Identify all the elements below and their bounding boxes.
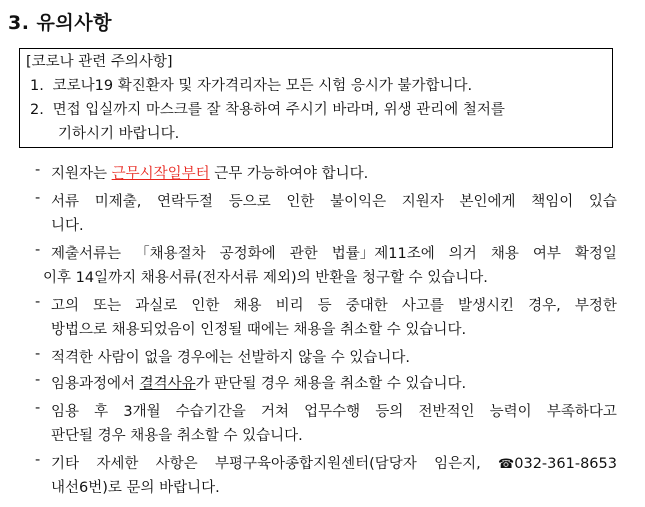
word: 부족하다고	[546, 404, 617, 420]
bullet-item-contact	[51, 452, 617, 476]
bullet-text: 지원자는	[51, 166, 112, 182]
word: 수습기간을	[175, 404, 246, 420]
word: 거쳐	[260, 404, 289, 420]
phone-contact	[498, 452, 617, 476]
word: 등	[317, 298, 332, 314]
bullet-continuation: 니다.	[51, 218, 84, 234]
word: 등의	[375, 404, 404, 420]
word: 인한	[286, 194, 315, 210]
word: 미제출,	[94, 194, 142, 210]
word: 기타	[51, 456, 80, 472]
bullet-dash: -	[35, 162, 41, 178]
notice-item-text: 코로나19 확진환자 및 자가격리자는 모든 시험 응시가 불가합니다.	[52, 78, 473, 94]
notice-item-number: 2.	[30, 102, 44, 118]
word: 과실로	[135, 298, 178, 314]
word: 공정화에	[219, 246, 276, 262]
word: 의거	[448, 246, 477, 262]
notice-item-number: 1.	[30, 78, 44, 94]
notice-title: [코로나 관련 주의사항]	[26, 54, 173, 70]
start-date-highlight: 근무시작일부터	[111, 166, 210, 182]
word: 「채용절차	[135, 246, 206, 262]
bullet-dash: -	[35, 400, 41, 416]
bullet-item-document-return	[51, 242, 617, 266]
bullet-text: 근무 가능하여야 합니다.	[209, 166, 369, 182]
bullet-continuation: 방법으로 채용되었음이 인정될 때에는 채용을 취소할 수 있습니다.	[51, 322, 467, 338]
word: 관한	[289, 246, 318, 262]
bullet-continuation: 내선6번)로 문의 바랍니다.	[51, 480, 220, 496]
word: 여부	[532, 246, 561, 262]
word: 서류	[51, 194, 80, 210]
word: 사고를	[401, 298, 444, 314]
bullet-continuation: 이후 14일까지 채용서류(전자서류 제외)의 반환을 청구할 수 있습니다.	[43, 270, 488, 286]
word: 자세한	[96, 456, 139, 472]
bullet-dash: -	[35, 372, 41, 388]
word: 있습	[588, 194, 617, 210]
word: 제출서류는	[51, 246, 122, 262]
word: 법률」제11조에	[331, 246, 435, 262]
word: 고의	[51, 298, 80, 314]
word: 후	[94, 404, 109, 420]
word: 본인에게	[459, 194, 516, 210]
notice-item-2-continued: 기하시기 바랍니다.	[58, 126, 180, 142]
word: 부정한	[574, 298, 617, 314]
bullet-item-hiring-misconduct	[51, 294, 617, 318]
word: 임은지,	[434, 456, 481, 472]
bullet-dash: -	[35, 190, 41, 206]
bullet-dash: -	[35, 346, 41, 362]
word: 능력이	[489, 404, 532, 420]
bullet-text: 임용과정에서	[51, 376, 140, 392]
disqualification-underlined: 결격사유	[139, 376, 196, 392]
notice-item-2	[30, 98, 505, 122]
word: 불이익은	[330, 194, 387, 210]
word: 등으로	[228, 194, 271, 210]
word: 3개월	[123, 404, 161, 420]
word: 중대한	[345, 298, 388, 314]
word: 또는	[93, 298, 122, 314]
word: 채용	[233, 298, 262, 314]
phone-icon: ☎	[498, 457, 515, 472]
bullet-item-missing-docs	[51, 190, 617, 214]
covid-notice-box	[19, 48, 613, 148]
word: 사항은	[155, 456, 198, 472]
word: 채용	[490, 246, 519, 262]
notice-item-1	[30, 74, 472, 98]
bullet-item-disqualification	[51, 372, 466, 396]
word: 확정일	[574, 246, 617, 262]
section-heading: 3. 유의사항	[8, 12, 112, 34]
word: 인한	[191, 298, 220, 314]
word: 비리	[275, 298, 304, 314]
word: 지원자	[401, 194, 444, 210]
bullet-item-start-date	[51, 162, 368, 186]
word: 책임이	[531, 194, 574, 210]
word: 전반적인	[418, 404, 475, 420]
bullet-text: 가 판단될 경우 채용을 취소할 수 있습니다.	[195, 376, 467, 392]
word: 업무수행	[304, 404, 361, 420]
bullet-item-no-selection: 적격한 사람이 없을 경우에는 선발하지 않을 수 있습니다.	[51, 350, 411, 366]
bullet-dash: -	[35, 242, 41, 258]
word: 임용	[51, 404, 80, 420]
bullet-item-probation	[51, 400, 617, 424]
word: 발생시킨	[458, 298, 515, 314]
word: 경우,	[528, 298, 561, 314]
bullet-continuation: 판단될 경우 채용을 취소할 수 있습니다.	[51, 428, 303, 444]
phone-number: 032-361-8653	[514, 456, 617, 472]
bullet-dash: -	[35, 294, 41, 310]
bullet-dash: -	[35, 452, 41, 468]
word: 부평구육아종합지원센터(담당자	[215, 456, 417, 472]
notice-item-text: 면접 입실까지 마스크를 잘 착용하여 주시기 바라며, 위생 관리에 철저를	[52, 102, 505, 118]
word: 연락두절	[157, 194, 214, 210]
